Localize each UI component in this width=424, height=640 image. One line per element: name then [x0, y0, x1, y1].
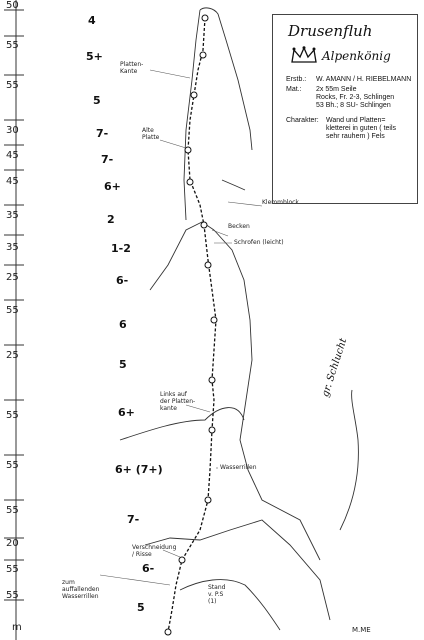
pitch-grade: 7-: [127, 513, 140, 526]
scale-number: 35: [6, 210, 19, 221]
annotation-stand: Stand v. P.S (1): [208, 584, 226, 605]
info-charakter-values: Wand und Platten= kletterei in guten ( teils sehr rauhem ) Fels: [326, 117, 397, 141]
signature: M.ME: [352, 626, 371, 634]
route-name: Alpenkönig: [322, 49, 391, 63]
scale-number: 50: [6, 0, 19, 11]
info-erstb-label: Erstb.:: [286, 76, 307, 83]
pitch-grade: 1-2: [111, 242, 131, 255]
scale-number: 55: [6, 564, 19, 575]
pitch-grade: 5+: [86, 50, 103, 63]
annotation-links-kante: Links auf der Platten- kante: [160, 391, 196, 412]
annotation-zum-einstieg: zum auffallenden Wasserrillen: [62, 579, 100, 600]
info-charakter-label: Charakter:: [286, 117, 319, 124]
pitch-grade: 6+: [104, 180, 121, 193]
info-erstb-value: W. AMANN / H. RIEBELMANN: [316, 76, 412, 83]
annotation-gr-schlucht: gr. Schlucht: [320, 336, 350, 399]
pitch-grade: 7-: [101, 153, 114, 166]
scale-number: 20: [6, 538, 19, 549]
annotation-wasserrillen: Wasserrillen: [220, 464, 257, 471]
scale-number: 30: [6, 125, 19, 136]
crown-icon: [290, 46, 318, 64]
annotation-klemmblock: Klemmblock: [262, 199, 299, 206]
scale-number: 55: [6, 460, 19, 471]
scale-number: 45: [6, 176, 19, 187]
pitch-grade: 6-: [116, 274, 129, 287]
annotation-platten-kante: Platten- Kante: [120, 61, 144, 75]
pitch-grade: 2: [107, 213, 115, 226]
info-mat-label: Mat.:: [286, 86, 302, 93]
pitch-grade: 6+ (7+): [115, 463, 163, 476]
scale-number: 55: [6, 40, 19, 51]
scale-number: 35: [6, 242, 19, 253]
belay-stations: [165, 15, 217, 635]
scale-number: 55: [6, 590, 19, 601]
pitch-grade: 5: [137, 601, 145, 614]
pitch-grade: 5: [119, 358, 127, 371]
pitch-grade: 6-: [142, 562, 155, 575]
info-mat-values: 2x 55m Seile Rocks, Fr. 2-3, Schlingen 53 Bh.; 8 SU- Schlingen: [316, 86, 395, 110]
annotation-schrofen: Schrofen (leicht): [234, 239, 284, 246]
scale-number: 55: [6, 505, 19, 516]
scale-number: 25: [6, 272, 19, 283]
pitch-grade: 6: [119, 318, 127, 331]
scale-number: 55: [6, 410, 19, 421]
scale-unit: m: [12, 622, 22, 633]
route-area-title: Drusenfluh: [288, 22, 373, 40]
pitch-grade: 4: [88, 14, 96, 27]
scale-number: 55: [6, 80, 19, 91]
pitch-grade: 6+: [118, 406, 135, 419]
pitch-grade: 7-: [96, 127, 109, 140]
scale-number: 25: [6, 350, 19, 361]
pitch-grade: 5: [93, 94, 101, 107]
scale-number: 45: [6, 150, 19, 161]
scale-number: 55: [6, 305, 19, 316]
annotation-verschneidung: Verschneidung / Risse: [132, 544, 177, 558]
annotation-alte-platte: Alte Platte: [142, 127, 160, 141]
annotation-becken: Becken: [228, 223, 250, 230]
